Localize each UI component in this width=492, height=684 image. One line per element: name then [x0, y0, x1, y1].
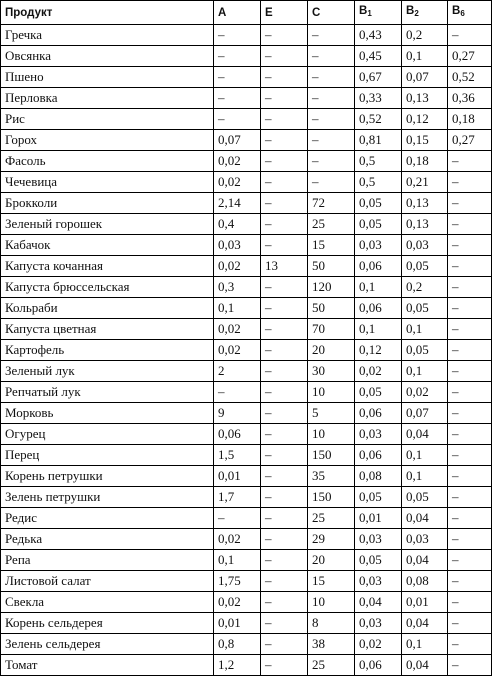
vitamin-c-cell: 72: [308, 193, 355, 214]
table-row: [1, 529, 492, 550]
vitamin-b6-cell: –: [448, 655, 492, 676]
vitamin-b2-cell: 0,13: [402, 88, 448, 109]
product-name-cell: Томат: [1, 655, 214, 676]
product-name-cell: Редька: [1, 529, 214, 550]
product-name-cell: Горох: [1, 130, 214, 151]
vitamin-b1-cell: 0,05: [355, 487, 402, 508]
product-name-cell: Гречка: [1, 25, 214, 46]
table-row: [1, 508, 492, 529]
vitamin-e-cell: –: [261, 67, 308, 88]
product-name-cell: Корень сельдерея: [1, 613, 214, 634]
vitamin-a-cell: 0,02: [214, 151, 261, 172]
vitamin-b2-cell: 0,08: [402, 571, 448, 592]
vitamin-b6-cell: –: [448, 487, 492, 508]
product-name-cell: Кабачок: [1, 235, 214, 256]
product-name-cell: Репчатый лук: [1, 382, 214, 403]
product-name-cell: Капуста цветная: [1, 319, 214, 340]
vitamin-b6-cell: –: [448, 445, 492, 466]
vitamin-b1-cell: 0,12: [355, 340, 402, 361]
column-header-vitamin-a: [214, 1, 261, 25]
vitamin-e-cell: –: [261, 655, 308, 676]
table-row: [1, 214, 492, 235]
table-row: [1, 403, 492, 424]
vitamin-b6-cell: –: [448, 298, 492, 319]
vitamin-b1-cell: 0,06: [355, 256, 402, 277]
vitamin-b6-cell: –: [448, 382, 492, 403]
vitamin-b2-cell: 0,18: [402, 151, 448, 172]
vitamin-b6-cell: –: [448, 340, 492, 361]
vitamin-c-cell: 30: [308, 361, 355, 382]
column-header-subscript: 6: [460, 9, 465, 18]
column-header-vitamin-b1: [355, 1, 402, 25]
vitamin-e-cell: –: [261, 277, 308, 298]
vitamin-c-cell: –: [308, 46, 355, 67]
vitamin-c-cell: 10: [308, 382, 355, 403]
vitamin-b1-cell: 0,67: [355, 67, 402, 88]
column-header-label: В: [406, 5, 415, 17]
column-header-vitamin-b2: [402, 1, 448, 25]
column-header-label: В: [359, 5, 368, 17]
vitamin-b1-cell: 0,01: [355, 508, 402, 529]
vitamin-b6-cell: –: [448, 319, 492, 340]
table-body: [1, 25, 492, 676]
vitamin-c-cell: 29: [308, 529, 355, 550]
table-row: [1, 130, 492, 151]
vitamin-a-cell: 9: [214, 403, 261, 424]
column-header-label: Е: [265, 6, 273, 19]
vitamin-c-cell: 50: [308, 256, 355, 277]
product-name-cell: Огурец: [1, 424, 214, 445]
vitamin-b2-cell: 0,1: [402, 466, 448, 487]
vitamin-e-cell: –: [261, 214, 308, 235]
column-header-product: [1, 1, 214, 25]
vitamin-c-cell: –: [308, 88, 355, 109]
vitamin-b2-cell: 0,1: [402, 46, 448, 67]
vitamin-b2-cell: 0,1: [402, 319, 448, 340]
vitamin-b1-cell: 0,1: [355, 277, 402, 298]
vitamin-a-cell: 1,5: [214, 445, 261, 466]
vitamin-b6-cell: –: [448, 172, 492, 193]
product-name-cell: Зелень петрушки: [1, 487, 214, 508]
table-row: [1, 340, 492, 361]
vitamin-e-cell: –: [261, 235, 308, 256]
column-header-subscript: 1: [367, 9, 372, 18]
column-header-label: С: [312, 6, 321, 19]
vitamin-b2-cell: 0,12: [402, 109, 448, 130]
vitamin-b6-cell: –: [448, 25, 492, 46]
product-name-cell: Капуста кочанная: [1, 256, 214, 277]
vitamin-c-cell: 150: [308, 487, 355, 508]
vitamin-b1-cell: 0,02: [355, 634, 402, 655]
vitamin-b1-cell: 0,06: [355, 445, 402, 466]
vitamin-c-cell: 5: [308, 403, 355, 424]
vitamin-e-cell: –: [261, 508, 308, 529]
vitamin-b6-cell: –: [448, 361, 492, 382]
vitamin-b6-cell: –: [448, 529, 492, 550]
vitamin-b2-cell: 0,07: [402, 67, 448, 88]
vitamin-b1-cell: 0,03: [355, 424, 402, 445]
vitamin-b6-cell: –: [448, 193, 492, 214]
vitamin-e-cell: –: [261, 130, 308, 151]
table-row: [1, 571, 492, 592]
vitamin-e-cell: 13: [261, 256, 308, 277]
vitamin-b1-cell: 0,03: [355, 613, 402, 634]
table-row: [1, 277, 492, 298]
vitamin-e-cell: –: [261, 424, 308, 445]
product-name-cell: Зелень сельдерея: [1, 634, 214, 655]
vitamin-b1-cell: 0,52: [355, 109, 402, 130]
vitamin-b2-cell: 0,05: [402, 340, 448, 361]
vitamin-a-cell: –: [214, 25, 261, 46]
vitamin-b2-cell: 0,05: [402, 256, 448, 277]
vitamin-a-cell: 0,8: [214, 634, 261, 655]
vitamin-e-cell: –: [261, 445, 308, 466]
vitamin-b1-cell: 0,08: [355, 466, 402, 487]
table-row: [1, 25, 492, 46]
table-row: [1, 256, 492, 277]
vitamin-e-cell: –: [261, 361, 308, 382]
column-header-subscript: 2: [414, 9, 419, 18]
table-row: [1, 634, 492, 655]
vitamin-a-cell: 1,7: [214, 487, 261, 508]
product-name-cell: Свекла: [1, 592, 214, 613]
vitamin-b1-cell: 0,03: [355, 529, 402, 550]
vitamin-b6-cell: –: [448, 151, 492, 172]
column-header-vitamin-b6: [448, 1, 492, 25]
vitamin-a-cell: –: [214, 508, 261, 529]
vitamin-a-cell: –: [214, 88, 261, 109]
product-name-cell: Редис: [1, 508, 214, 529]
vitamin-b1-cell: 0,05: [355, 382, 402, 403]
table-row: [1, 487, 492, 508]
vitamin-b6-cell: 0,52: [448, 67, 492, 88]
vitamin-e-cell: –: [261, 25, 308, 46]
product-name-cell: Перец: [1, 445, 214, 466]
vitamin-b1-cell: 0,06: [355, 655, 402, 676]
table-row: [1, 445, 492, 466]
vitamin-b6-cell: 0,27: [448, 46, 492, 67]
table-header-row: [1, 1, 492, 25]
product-name-cell: Корень петрушки: [1, 466, 214, 487]
vitamin-a-cell: 0,4: [214, 214, 261, 235]
vitamin-b6-cell: –: [448, 256, 492, 277]
table-row: [1, 550, 492, 571]
vitamin-b2-cell: 0,04: [402, 550, 448, 571]
table-row: [1, 193, 492, 214]
vitamin-b1-cell: 0,02: [355, 361, 402, 382]
vitamin-b1-cell: 0,43: [355, 25, 402, 46]
product-name-cell: Овсянка: [1, 46, 214, 67]
vitamin-b2-cell: 0,03: [402, 235, 448, 256]
vitamin-c-cell: 25: [308, 214, 355, 235]
vitamin-b6-cell: –: [448, 550, 492, 571]
vitamin-b2-cell: 0,1: [402, 634, 448, 655]
vitamin-b6-cell: –: [448, 403, 492, 424]
table-row: [1, 67, 492, 88]
table-row: [1, 235, 492, 256]
vitamin-b6-cell: –: [448, 613, 492, 634]
vitamin-e-cell: –: [261, 88, 308, 109]
vitamin-c-cell: –: [308, 172, 355, 193]
vitamin-b2-cell: 0,04: [402, 655, 448, 676]
product-name-cell: Репа: [1, 550, 214, 571]
vitamin-e-cell: –: [261, 46, 308, 67]
table-row: [1, 109, 492, 130]
product-name-cell: Чечевица: [1, 172, 214, 193]
vitamin-c-cell: 38: [308, 634, 355, 655]
vitamin-b2-cell: 0,1: [402, 361, 448, 382]
vitamin-b2-cell: 0,04: [402, 508, 448, 529]
vitamin-a-cell: 0,01: [214, 466, 261, 487]
product-name-cell: Капуста брюссельская: [1, 277, 214, 298]
column-header-label: Продукт: [5, 6, 53, 19]
vitamin-b1-cell: 0,5: [355, 151, 402, 172]
vitamin-c-cell: 15: [308, 571, 355, 592]
product-name-cell: Листовой салат: [1, 571, 214, 592]
table-row: [1, 361, 492, 382]
vitamin-c-cell: 15: [308, 235, 355, 256]
vitamin-a-cell: 0,3: [214, 277, 261, 298]
vitamin-b6-cell: 0,36: [448, 88, 492, 109]
table-row: [1, 298, 492, 319]
vitamin-b2-cell: 0,03: [402, 529, 448, 550]
vitamin-a-cell: 2: [214, 361, 261, 382]
vitamin-e-cell: –: [261, 634, 308, 655]
vitamin-e-cell: –: [261, 403, 308, 424]
vitamin-a-cell: –: [214, 109, 261, 130]
vitamin-b1-cell: 0,5: [355, 172, 402, 193]
vitamin-e-cell: –: [261, 298, 308, 319]
vitamin-b6-cell: –: [448, 508, 492, 529]
vitamin-e-cell: –: [261, 466, 308, 487]
vitamin-e-cell: –: [261, 550, 308, 571]
vitamin-c-cell: 8: [308, 613, 355, 634]
vitamin-b2-cell: 0,05: [402, 298, 448, 319]
vitamin-a-cell: 0,1: [214, 298, 261, 319]
vitamin-c-cell: 50: [308, 298, 355, 319]
table-row: [1, 46, 492, 67]
column-header-label: А: [218, 6, 227, 19]
product-name-cell: Зеленый лук: [1, 361, 214, 382]
vitamin-b2-cell: 0,02: [402, 382, 448, 403]
product-name-cell: Картофель: [1, 340, 214, 361]
vitamin-b2-cell: 0,1: [402, 445, 448, 466]
vitamin-b2-cell: 0,21: [402, 172, 448, 193]
column-header-vitamin-c: [308, 1, 355, 25]
vitamin-b6-cell: –: [448, 424, 492, 445]
vitamin-b1-cell: 0,05: [355, 550, 402, 571]
table-row: [1, 151, 492, 172]
table-row: [1, 382, 492, 403]
vitamin-a-cell: 0,02: [214, 340, 261, 361]
vitamin-a-cell: –: [214, 382, 261, 403]
vitamin-b2-cell: 0,2: [402, 25, 448, 46]
vitamin-b1-cell: 0,05: [355, 214, 402, 235]
table-row: [1, 424, 492, 445]
vitamin-b6-cell: –: [448, 634, 492, 655]
vitamin-c-cell: 35: [308, 466, 355, 487]
vitamin-b6-cell: –: [448, 277, 492, 298]
vitamin-b2-cell: 0,15: [402, 130, 448, 151]
vitamin-a-cell: 0,02: [214, 529, 261, 550]
vitamin-c-cell: 20: [308, 340, 355, 361]
vitamin-e-cell: –: [261, 613, 308, 634]
vitamin-b1-cell: 0,45: [355, 46, 402, 67]
vitamin-c-cell: –: [308, 151, 355, 172]
table-row: [1, 592, 492, 613]
vitamin-c-cell: 25: [308, 508, 355, 529]
vitamin-b2-cell: 0,13: [402, 193, 448, 214]
vitamin-b6-cell: 0,18: [448, 109, 492, 130]
vitamin-b6-cell: –: [448, 214, 492, 235]
vitamin-b2-cell: 0,13: [402, 214, 448, 235]
vitamin-b6-cell: –: [448, 466, 492, 487]
vitamin-e-cell: –: [261, 109, 308, 130]
vitamin-b6-cell: 0,27: [448, 130, 492, 151]
vitamin-b1-cell: 0,06: [355, 403, 402, 424]
product-name-cell: Перловка: [1, 88, 214, 109]
vitamin-a-cell: –: [214, 46, 261, 67]
vitamin-e-cell: –: [261, 592, 308, 613]
table-row: [1, 655, 492, 676]
vitamin-e-cell: –: [261, 151, 308, 172]
vitamin-e-cell: –: [261, 193, 308, 214]
vitamin-a-cell: 0,1: [214, 550, 261, 571]
vitamin-b1-cell: 0,06: [355, 298, 402, 319]
product-name-cell: Фасоль: [1, 151, 214, 172]
vitamin-a-cell: 0,06: [214, 424, 261, 445]
vitamin-c-cell: 25: [308, 655, 355, 676]
table-row: [1, 88, 492, 109]
vitamin-a-cell: 0,07: [214, 130, 261, 151]
vitamin-e-cell: –: [261, 571, 308, 592]
product-name-cell: Пшено: [1, 67, 214, 88]
vitamin-a-cell: 0,01: [214, 613, 261, 634]
vitamin-c-cell: 20: [308, 550, 355, 571]
vitamin-e-cell: –: [261, 319, 308, 340]
vitamin-a-cell: –: [214, 67, 261, 88]
vitamin-b6-cell: –: [448, 592, 492, 613]
vitamin-c-cell: 10: [308, 424, 355, 445]
vitamin-e-cell: –: [261, 382, 308, 403]
vitamin-b6-cell: –: [448, 571, 492, 592]
vitamin-a-cell: 0,02: [214, 592, 261, 613]
vitamin-b2-cell: 0,01: [402, 592, 448, 613]
vitamin-e-cell: –: [261, 340, 308, 361]
vitamin-a-cell: 1,75: [214, 571, 261, 592]
table-row: [1, 172, 492, 193]
vitamin-b1-cell: 0,04: [355, 592, 402, 613]
vitamin-b2-cell: 0,2: [402, 277, 448, 298]
vitamin-c-cell: –: [308, 25, 355, 46]
table-row: [1, 466, 492, 487]
vitamin-b2-cell: 0,04: [402, 613, 448, 634]
vitamin-a-cell: 0,02: [214, 319, 261, 340]
vitamin-c-cell: 120: [308, 277, 355, 298]
column-header-label: В: [452, 5, 461, 17]
vitamin-b2-cell: 0,04: [402, 424, 448, 445]
column-header-vitamin-e: [261, 1, 308, 25]
table-row: [1, 613, 492, 634]
product-name-cell: Зеленый горошек: [1, 214, 214, 235]
vitamin-b2-cell: 0,07: [402, 403, 448, 424]
product-name-cell: Морковь: [1, 403, 214, 424]
vitamin-e-cell: –: [261, 487, 308, 508]
vitamin-b1-cell: 0,1: [355, 319, 402, 340]
vitamin-c-cell: –: [308, 130, 355, 151]
table-row: [1, 319, 492, 340]
vitamin-a-cell: 0,02: [214, 172, 261, 193]
vitamin-c-cell: –: [308, 109, 355, 130]
product-name-cell: Кольраби: [1, 298, 214, 319]
vitamin-a-cell: 1,2: [214, 655, 261, 676]
vitamin-e-cell: –: [261, 172, 308, 193]
vitamin-b2-cell: 0,05: [402, 487, 448, 508]
vitamin-b6-cell: –: [448, 235, 492, 256]
vitamin-c-cell: 10: [308, 592, 355, 613]
vitamin-b1-cell: 0,05: [355, 193, 402, 214]
vitamin-a-cell: 0,03: [214, 235, 261, 256]
vitamin-c-cell: 70: [308, 319, 355, 340]
vitamin-b1-cell: 0,33: [355, 88, 402, 109]
product-name-cell: Рис: [1, 109, 214, 130]
vitamin-c-cell: –: [308, 67, 355, 88]
vitamin-c-cell: 150: [308, 445, 355, 466]
product-name-cell: Брокколи: [1, 193, 214, 214]
vitamin-a-cell: 0,02: [214, 256, 261, 277]
vitamin-e-cell: –: [261, 529, 308, 550]
vitamin-b1-cell: 0,03: [355, 571, 402, 592]
vitamin-b1-cell: 0,03: [355, 235, 402, 256]
vitamin-b1-cell: 0,81: [355, 130, 402, 151]
vitamin-a-cell: 2,14: [214, 193, 261, 214]
